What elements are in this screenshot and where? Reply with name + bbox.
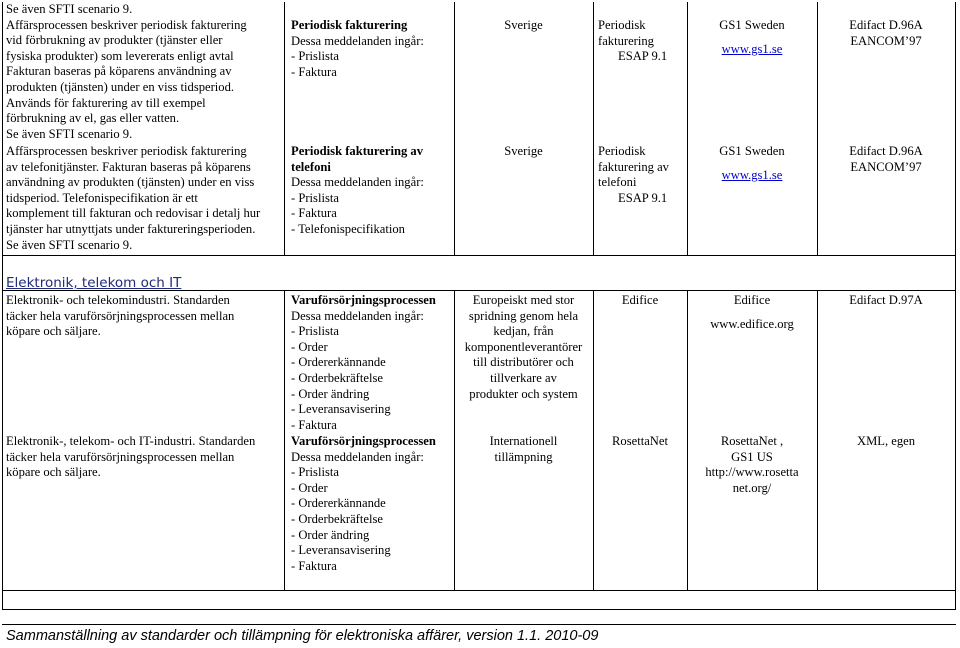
page-footer: Sammanställning av standarder och tillämpning för elektroniska affärer, version 1.1. 2010-09 xyxy=(6,628,599,644)
text-line: av telefonitjänster. Fakturan baseras på köparens xyxy=(6,159,251,174)
text-line: - Orderbekräftelse xyxy=(291,511,383,526)
row3-description xyxy=(6,293,282,340)
text-line: Dessa meddelanden ingår: xyxy=(291,308,424,323)
text-line: till distributörer och xyxy=(473,355,574,370)
text-line: Periodisk xyxy=(598,18,646,32)
text-line: - Faktura xyxy=(291,417,337,432)
process-title: Varuförsörjningsprocessen xyxy=(291,434,436,448)
scope-text: Sverige xyxy=(504,18,543,32)
org-link: www.edifice.org xyxy=(710,316,794,331)
text-line: net.org/ xyxy=(732,480,772,495)
text-line: RosettaNet , xyxy=(720,434,784,448)
process-title: telefoni xyxy=(291,159,331,174)
application-text: Edifice xyxy=(621,293,659,307)
row2-process xyxy=(291,144,451,238)
text-line: komponentleverantörer xyxy=(464,339,583,354)
grid-line xyxy=(454,2,455,255)
grid-line xyxy=(2,590,956,591)
text-line: EANCOM’97 xyxy=(850,159,922,174)
grid-line xyxy=(284,290,285,590)
text-line: Affärsprocessen beskriver periodisk fakturering xyxy=(6,144,247,158)
row2-standard xyxy=(817,144,955,175)
scope-text: Sverige xyxy=(504,144,543,158)
text-line: - Order ändring xyxy=(291,386,370,401)
text-line: - Prislista xyxy=(291,190,339,205)
row1-description xyxy=(6,2,282,142)
text-line: Se även SFTI scenario 9. xyxy=(6,2,133,16)
text-line: Affärsprocessen beskriver periodisk fakturering xyxy=(6,17,247,32)
text-line: - Ordererkännande xyxy=(291,355,386,370)
row1-process xyxy=(291,18,451,80)
row2-application xyxy=(598,144,686,206)
row2-scope xyxy=(454,144,593,160)
text-line: Elektronik- och telekomindustri. Standarden xyxy=(6,293,230,307)
text-line: vid förbrukning av produkter (tjänster eller xyxy=(6,33,223,48)
text-line: - Ordererkännande xyxy=(291,496,386,511)
text-line: komplement till fakturan och redovisar i detalj hur xyxy=(6,206,261,221)
text-line: tillverkare av xyxy=(490,370,557,385)
row4-description xyxy=(6,434,282,481)
text-line: användning av produkten (tjänsten) under en viss xyxy=(6,175,255,190)
text-line: - Order xyxy=(291,339,328,354)
text-line: Se även SFTI scenario 9. xyxy=(6,237,133,252)
application-text: RosettaNet xyxy=(612,434,668,448)
text-line: tidsperiod. Telefonispecifikation är ett xyxy=(6,190,198,205)
text-line: tillämpning xyxy=(494,449,553,464)
text-line: - Orderbekräftelse xyxy=(291,370,383,385)
grid-line xyxy=(2,2,3,610)
text-line: Elektronik-, telekom- och IT-industri. Standarden xyxy=(6,434,256,448)
text-line: http://www.rosetta xyxy=(705,465,799,480)
text-line: spridning genom hela xyxy=(468,308,579,323)
text-line: Dessa meddelanden ingår: xyxy=(291,175,424,190)
process-title: Varuförsörjningsprocessen xyxy=(291,293,436,307)
grid-line xyxy=(955,2,956,610)
org-link[interactable]: www.gs1.se xyxy=(721,167,783,182)
row1-standard xyxy=(817,18,955,49)
text-line: - Prislista xyxy=(291,324,339,339)
text-line: - Faktura xyxy=(291,558,337,573)
text-line: fakturering xyxy=(598,33,654,48)
standard-text: XML, egen xyxy=(856,434,916,448)
text-line: - Order xyxy=(291,480,328,495)
org-link[interactable]: www.gs1.se xyxy=(721,41,783,56)
row4-scope xyxy=(454,434,593,465)
text-line: telefoni xyxy=(598,175,637,190)
text-line: ESAP 9.1 xyxy=(618,49,668,64)
footer-rule xyxy=(2,624,956,625)
org-name: GS1 Sweden xyxy=(719,144,785,158)
text-line: - Faktura xyxy=(291,206,337,221)
process-title: Periodisk fakturering xyxy=(291,18,408,32)
text-line: täcker hela varuförsörjningsprocessen mellan xyxy=(6,308,235,323)
row3-organization xyxy=(687,293,817,332)
text-line: - Prislista xyxy=(291,49,339,64)
row3-application xyxy=(593,293,687,309)
text-line: täcker hela varuförsörjningsprocessen mellan xyxy=(6,449,235,464)
text-line: Används för fakturering av till exempel xyxy=(6,95,206,110)
text-line: köpare och säljare. xyxy=(6,324,101,339)
row3-standard xyxy=(817,293,955,309)
text-line: - Leveransavisering xyxy=(291,543,391,558)
text-line: EANCOM’97 xyxy=(850,33,922,48)
text-line: tjänster har utnyttjats under faktureringsperioden. xyxy=(6,221,256,236)
text-line: - Prislista xyxy=(291,465,339,480)
section-heading: Elektronik, telekom och IT xyxy=(6,275,182,291)
process-title: Periodisk fakturering av xyxy=(291,144,424,158)
text-line: Edifact D.96A xyxy=(849,144,923,158)
row1-scope xyxy=(454,18,593,34)
text-line: produkten (tjänsten) under en viss tidsperiod. xyxy=(6,79,235,94)
org-name: GS1 Sweden xyxy=(719,18,785,32)
grid-line xyxy=(284,2,285,255)
text-line: ESAP 9.1 xyxy=(618,190,668,205)
text-line: Se även SFTI scenario 9. xyxy=(6,126,133,141)
text-line: - Leveransavisering xyxy=(291,402,391,417)
row2-description xyxy=(6,144,282,253)
text-line: - Order ändring xyxy=(291,527,370,542)
text-line: Dessa meddelanden ingår: xyxy=(291,449,424,464)
row4-process xyxy=(291,434,451,574)
row4-standard xyxy=(817,434,955,450)
text-line: Fakturan baseras på köparens användning av xyxy=(6,64,232,79)
text-line: Internationell xyxy=(489,434,558,448)
standard-text: Edifact D.97A xyxy=(849,293,923,307)
grid-line xyxy=(593,2,594,255)
text-line: fysiska produkter) som levererats enligt avtal xyxy=(6,48,234,63)
row3-process xyxy=(291,293,451,433)
grid-line xyxy=(2,255,956,256)
text-line: - Faktura xyxy=(291,64,337,79)
text-line: fakturering av xyxy=(598,159,669,174)
text-line: köpare och säljare. xyxy=(6,465,101,480)
grid-line xyxy=(2,609,956,610)
org-name: Edifice xyxy=(733,293,771,307)
row4-organization xyxy=(687,434,817,496)
row2-organization xyxy=(687,144,817,183)
text-line: Periodisk xyxy=(598,144,646,158)
text-line: förbrukning av el, gas eller vatten. xyxy=(6,111,180,126)
text-line: Edifact D.96A xyxy=(849,18,923,32)
text-line: - Telefonispecifikation xyxy=(291,221,405,236)
row4-application xyxy=(593,434,687,450)
text-line: Dessa meddelanden ingår: xyxy=(291,33,424,48)
text-line: Europeiskt med stor xyxy=(472,293,575,307)
row1-organization xyxy=(687,18,817,57)
text-line: GS1 US xyxy=(731,449,773,464)
text-line: produkter och system xyxy=(469,386,578,401)
row3-scope xyxy=(454,293,593,402)
text-line: kedjan, från xyxy=(493,324,554,339)
row1-application xyxy=(598,18,686,65)
